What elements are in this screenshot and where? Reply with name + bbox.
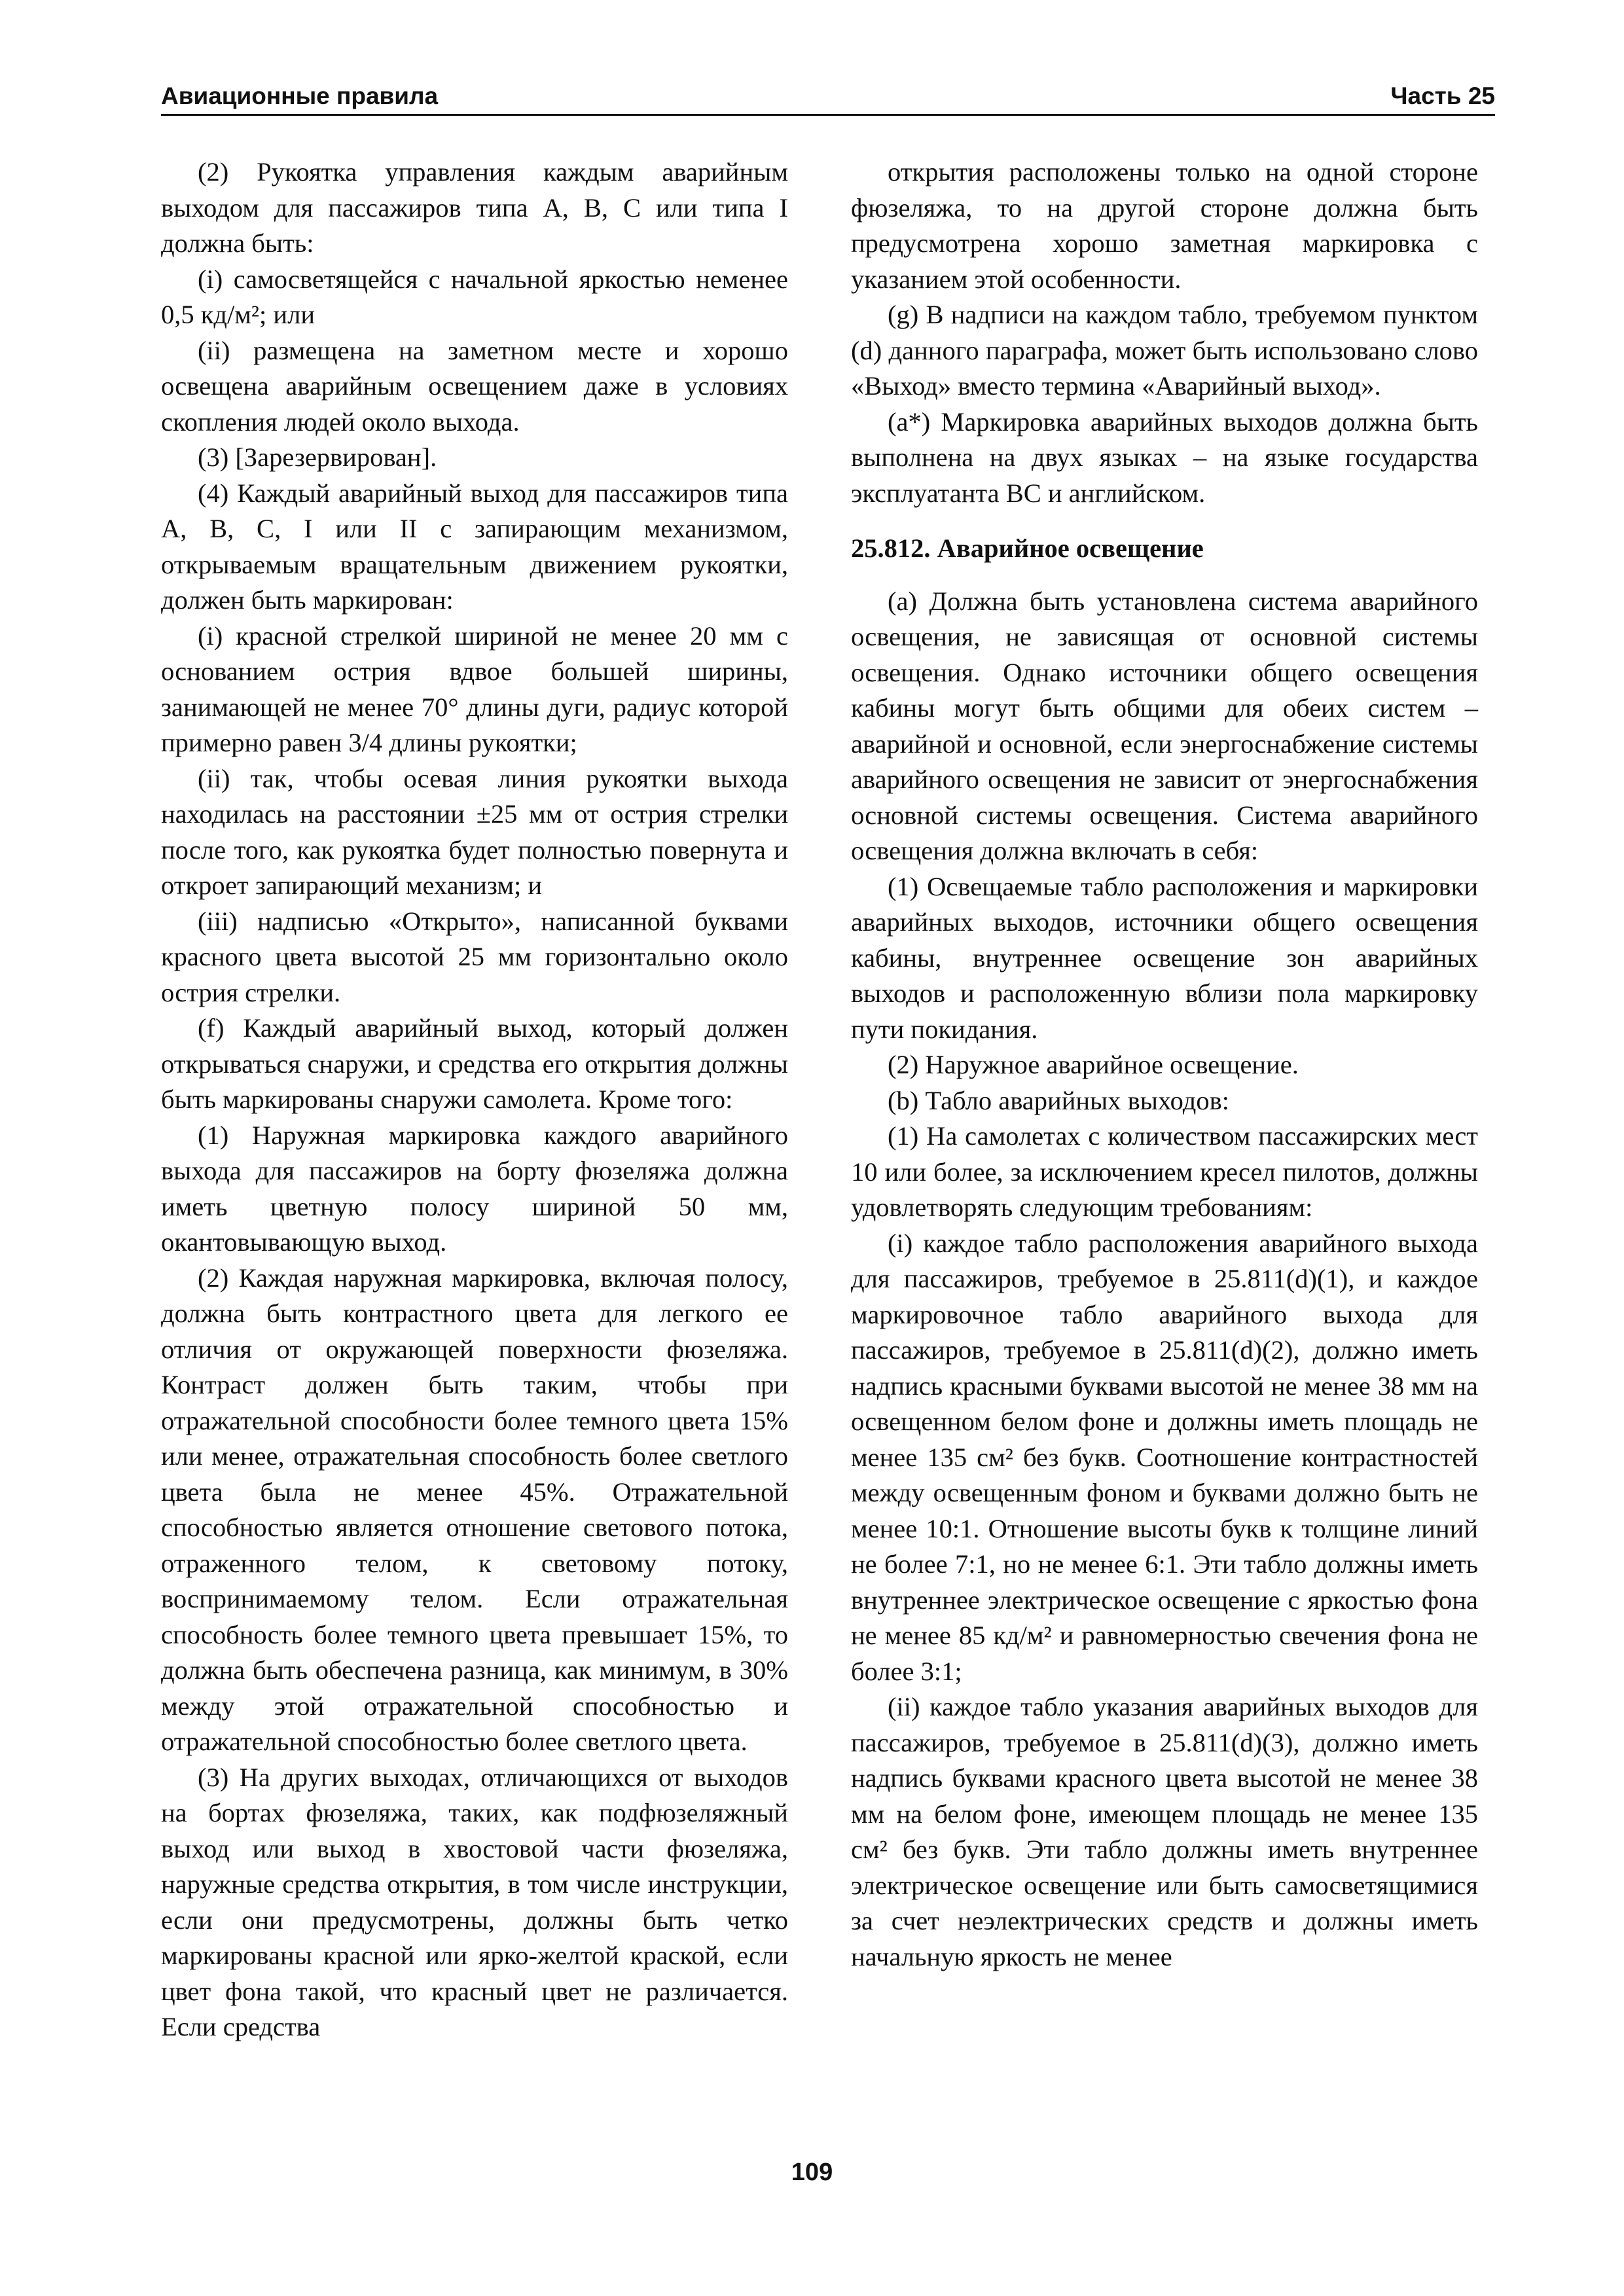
- paragraph: открытия расположены только на одной стороне фюзеляжа, то на другой стороне должна быть предусмотрена хорошо заметная маркировка с указанием этой особенности.: [851, 157, 1478, 294]
- paragraph: (2) Каждая наружная маркировка, включая полосу, должна быть контрастного цвета для легкого ее отличия от окружающей поверхности фюзеляжа. Контраст должен быть таким, чтобы при отражательной способности более темного цвета 15% или менее, отражательная способность более светлого цвета была не менее 45%. Отражательной способностью является отношение светового потока, отраженного телом, к световому потоку, воспринимаемому телом. Если отражательная способность более темного цвета превышает 15%, то должна быть обеспечена разница, как минимум, в 30% между этой отражательной способностью и отражательной способностью более светлого цвета.: [161, 1263, 788, 1756]
- paragraph: (f) Каждый аварийный выход, который должен открываться снаружи, и средства его открытия должны быть маркированы снаружи самолета. Кроме того:: [161, 1013, 788, 1114]
- paragraph: (1) Освещаемые табло расположения и маркировки аварийных выходов, источники общего освещения кабины, внутреннее освещение зон аварийных выходов и расположенную вблизи пола маркировку пути покидания.: [851, 871, 1478, 1044]
- left-column: [161, 154, 788, 2045]
- paragraph: (1) На самолетах с количеством пассажирских мест 10 или более, за исключением кресел пилотов, должны удовлетворять следующим требованиям:: [851, 1121, 1478, 1222]
- paragraph: (4) Каждый аварийный выход для пассажиров типа А, В, С, I или II с запирающим механизмом, открываемым вращательным движением рукоятки, должен быть маркирован:: [161, 478, 788, 615]
- running-header: [161, 76, 1495, 118]
- paragraph: (3) [Зарезервирован].: [198, 442, 437, 472]
- header-rule: [161, 114, 1495, 116]
- header-title: Авиационные правила: [161, 82, 439, 109]
- page-number: 109: [791, 2159, 833, 2186]
- paragraph: (i) красной стрелкой шириной не менее 20 мм с основанием острия вдвое большей ширины, занимающей не менее 70° длины дуги, радиус которой примерно равен 3/4 длины рукоятки;: [161, 620, 788, 757]
- paragraph: (iii) надписью «Открыто», написанной буквами красного цвета высотой 25 мм горизонтально около острия стрелки.: [161, 906, 788, 1007]
- paragraph: (g) В надписи на каждом табло, требуемом пунктом (d) данного параграфа, может быть использовано слово «Выход» вместо термина «Аварийный выход».: [851, 300, 1478, 401]
- paragraph: (i) самосветящейся с начальной яркостью неменее 0,5 кд/м²; или: [161, 264, 788, 329]
- paragraph: (2) Наружное аварийное освещение.: [888, 1050, 1299, 1079]
- paragraph: (a) Должна быть установлена система аварийного освещения, не зависящая от основной системы освещения. Однако источники общего освещения кабины могут быть общими для обеих систем – аварийной и основной, если энергоснабжение системы аварийного освещения не зависит от энергоснабжения основной системы освещения. Система аварийного освещения должна включать в себя:: [851, 586, 1478, 865]
- paragraph: (b) Табло аварийных выходов:: [888, 1085, 1229, 1115]
- paragraph: (2) Рукоятка управления каждым аварийным выходом для пассажиров типа А, В, С или типа I должна быть:: [161, 157, 788, 258]
- header-part: Часть 25: [1390, 82, 1495, 109]
- paragraph: (i) каждое табло расположения аварийного выхода для пассажиров, требуемое в 25.811(d)(1), и каждое маркировочное табло аварийного выхода для пассажиров, требуемое в 25.811(d)(2), должно иметь надпись красными буквами высотой не менее 38 мм на освещенном белом фоне и должны иметь площадь не менее 135 см² без букв. Соотношение контрастностей между освещенным фоном и буквами должно быть не менее 10:1. Отношение высоты букв к толщине линий не более 7:1, но не менее 6:1. Эти табло должны иметь внутреннее электрическое освещение с яркостью фона не менее 85 кд/м² и равномерностью свечения фона не более 3:1;: [851, 1228, 1478, 1686]
- section-heading: 25.812. Аварийное освещение: [851, 533, 1204, 563]
- paragraph: (ii) каждое табло указания аварийных выходов для пассажиров, требуемое в 25.811(d)(3), должно иметь надпись буквами красного цвета высотой не менее 38 мм на белом фоне, имеющем площадь не менее 135 см² без букв. Эти табло должны иметь внутреннее электрическое освещение или быть самосветящимися за счет неэлектрических средств и должны иметь начальную яркость не менее: [851, 1692, 1478, 1971]
- paragraph: (ii) так, чтобы осевая линия рукоятки выхода находилась на расстоянии ±25 мм от острия стрелки после того, как рукоятка будет полностью повернута и откроет запирающий механизм; и: [161, 763, 788, 900]
- paragraph: (1) Наружная маркировка каждого аварийного выхода для пассажиров на борту фюзеляжа должна иметь цветную полосу шириной 50 мм, окантовывающую выход.: [161, 1120, 788, 1257]
- paragraph: (ii) размещена на заметном месте и хорошо освещена аварийным освещением даже в условиях скопления людей около выхода.: [161, 335, 788, 437]
- paragraph: (3) На других выходах, отличающихся от выходов на бортах фюзеляжа, таких, как подфюзеляжный выход или выход в хвостовой части фюзеляжа, наружные средства открытия, в том числе инструкции, если они предусмотрены, должны быть четко маркированы красной или ярко-желтой краской, если цвет фона такой, что красный цвет не различается. Если средства: [161, 1762, 788, 2041]
- paragraph: (a*) Маркировка аварийных выходов должна быть выполнена на двух языках – на языке государства эксплуатанта ВС и английском.: [851, 406, 1478, 508]
- right-column: [851, 154, 1478, 1975]
